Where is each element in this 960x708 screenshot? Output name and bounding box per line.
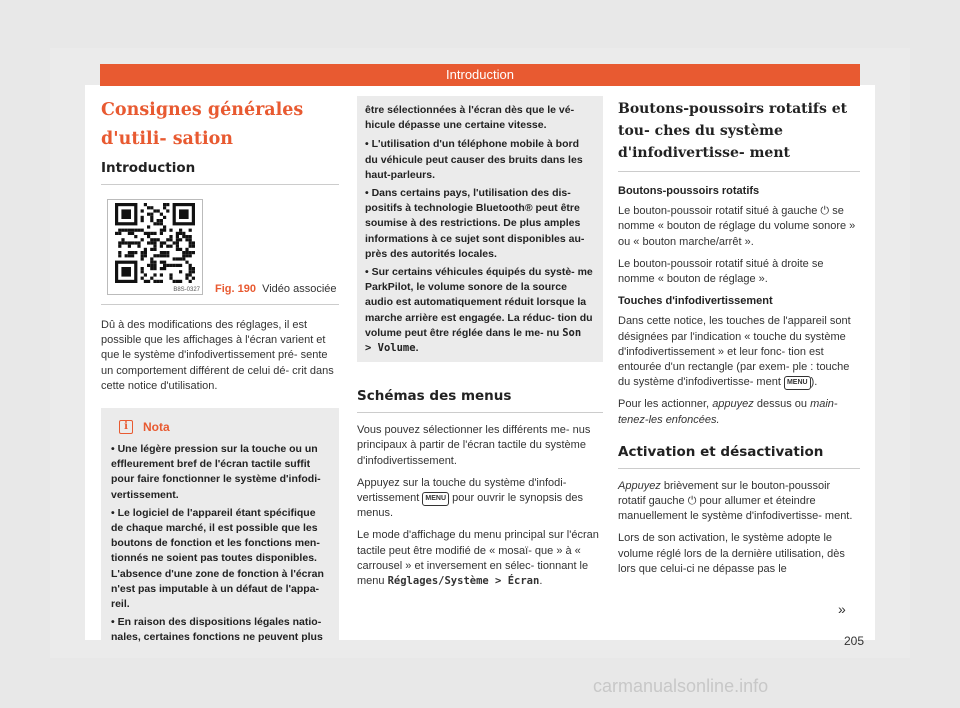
qr-code[interactable] [107,199,203,295]
qr-code-icon [112,203,198,283]
info-icon: i [119,420,133,434]
power-icon: ⏻ [820,205,830,218]
figure-caption-text: Vidéo associée [262,283,337,295]
continue-arrow-icon: » [838,601,846,617]
menu-button-icon: MENU [784,376,811,390]
note-continuation [357,96,603,362]
activation-paragraph-2: Lors de son activation, le système adopte le volume réglé lors de la dernière utilisation, dès lors que celui-ci ne dépasse pas le [618,532,845,575]
rotary-paragraph-1: Le bouton-poussoir rotatif situé à gauche ⏻ se nomme « bouton de réglage du volume sonore » ou « bouton marche/arrêt ». [618,205,856,248]
keys-paragraph-2: Pour les actionner, appuyez dessus ou main- tenez-les enfoncées. [618,398,838,426]
list-item: • En raison des dispositions légales natio- nales, certaines fonctions ne peuvent plus [111,616,323,644]
rotary-paragraph-2: Le bouton-poussoir rotatif situé à droite se nomme « bouton de réglage ». [618,257,824,286]
menu-path: Son > Volume [365,326,582,355]
activation-paragraph-1: Appuyez brièvement sur le bouton-poussoir rotatif gauche ⏻ pour allumer et éteindre manuellement le système d'infodivertisse- ment. [618,479,853,523]
menu-path: Réglages/Système > Écran [387,575,540,588]
note-continuation-text: être sélectionnées à l'écran dès que le vé- hicule dépasse une certaine vitesse. [365,104,575,132]
watermark: carmanualsonline.info [593,676,769,696]
list-item: • Sur certains véhicules équipés du systè- me ParkPilot, le volume sonore de la source audio est automatiquement réduit lorsque la marche arrière est engagée. La réduc- tion du volume peut être réglée dans le me- nu Son > Volume. [365,266,593,355]
page-number: 205 [844,634,865,648]
note-title: Nota [143,420,170,435]
section-title-buttons: Boutons-poussoirs rotatifs et tou- ches du système d'infodivertisse- ment [618,98,860,172]
list-item: • L'utilisation d'un téléphone mobile à bord du véhicule peut causer des bruits dans les haut-parleurs. [365,138,583,181]
power-icon: ⏻ [687,495,697,508]
menus-paragraph-3: Le mode d'affichage du menu principal sur l'écran tactile peut être modifié de « mosaï- que » à « carrousel » et inversement en sélec- tionnant le menu Réglages/Système > Écran. [357,529,599,588]
menus-paragraph-1: Vous pouvez sélectionner les différents me- nus principaux à partir de l'écran tactile du système d'infodivertissement. [357,424,591,467]
menu-button-icon: MENU [422,492,449,506]
column-1 [101,96,339,654]
note-list-continued [365,137,593,356]
note-header [111,420,329,434]
subheading-keys: Touches d'infodivertissement [618,295,773,308]
intro-paragraph: Dû à des modifications des réglages, il est possible que les affichages à l'écran varient et que le système d'infodivertissement pré- sente un comportement différent de celui dé- crit dans cette notice d'utilisation. [101,319,334,392]
figure-code: B8S-0327 [173,287,200,293]
figure [101,199,339,304]
figure-caption [215,283,337,295]
main-title: Consignes générales d'utili- sation [101,100,304,149]
list-item: • Le logiciel de l'appareil étant spécifique de chaque marché, il est possible que les boutons de fonction et les fonctions men- tionnés ne soient pas toutes disponibles. L'absence d'une zone de fonction à l'écran n'est pas imputable à un défaut de l'appa- reil. [111,506,324,611]
section-title-menus: Schémas des menus [357,388,512,405]
column-3 [618,96,860,584]
header-bar: Introduction [100,64,860,86]
note-list [111,442,329,646]
list-item: • Dans certains pays, l'utilisation des dis- positifs à technologie Bluetooth® peut être soumise à des restrictions. De plus amples informations à ce sujet sont disponibles au- près des autorités locales. [365,187,585,260]
column-2 [357,96,603,596]
figure-label: Fig. 190 [215,283,256,295]
note-box [101,408,339,654]
keys-paragraph: Dans cette notice, les touches de l'appareil sont désignées par l'indication « touche du système d'infodivertissement » et leur fonc- tion est entourée d'un rectangle (par exem- ple : touche du système d'infodivertisse- ment MENU ). [618,315,851,389]
section-title-activation: Activation et désactivation [618,443,824,460]
menus-paragraph-2: Appuyez sur la touche du système d'infodi- vertissement MENU pour ouvrir le synopsis des menus. [357,476,583,520]
section-title-introduction: Introduction [101,160,196,176]
list-item: • Une légère pression sur la touche ou un effleurement bref de l'écran tactile suffit pour faire fonctionner le système d'infodi- vertissement. [111,443,321,501]
subheading-rotary: Boutons-poussoirs rotatifs [618,185,760,197]
